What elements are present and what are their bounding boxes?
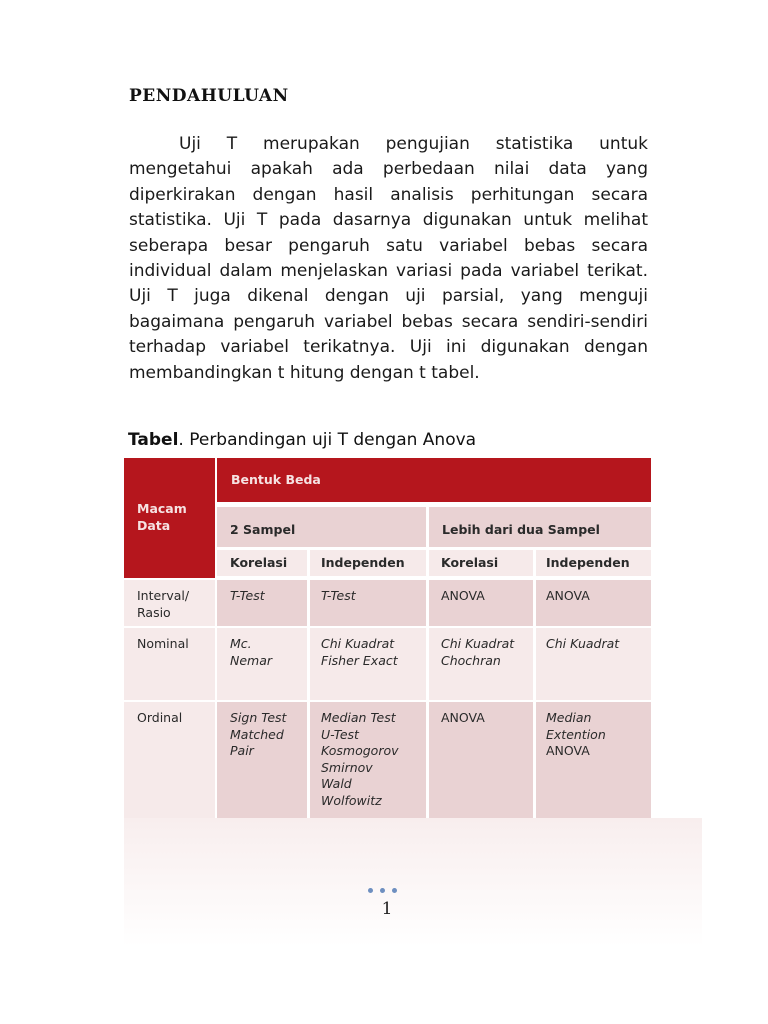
table-cell: Chi Kuadrat <box>536 628 651 700</box>
table-caption <box>128 430 476 450</box>
subheader-independen-2: Independen <box>536 550 651 576</box>
table-cell: Median Extention ANOVA <box>536 702 651 818</box>
caption-label: Tabel <box>128 430 179 450</box>
table-cell: ANOVA <box>536 580 651 626</box>
dot-icon <box>368 888 373 893</box>
table-cell: T-Test <box>217 580 307 626</box>
subheader-korelasi-1: Korelasi <box>217 550 307 576</box>
subheader-independen-1: Independen <box>310 550 426 576</box>
section-heading: PENDAHULUAN <box>129 86 289 106</box>
subheader-korelasi-2: Korelasi <box>429 550 533 576</box>
comparison-table <box>124 458 651 818</box>
row-label-ordinal: Ordinal <box>124 702 215 818</box>
page-number: 1 <box>381 899 393 919</box>
header-more-sample: Lebih dari dua Sampel <box>429 507 651 547</box>
dot-icon <box>380 888 385 893</box>
row-label-nominal: Nominal <box>124 628 215 700</box>
footer-background <box>124 818 702 946</box>
table-cell: Chi Kuadrat Chochran <box>429 628 533 700</box>
table-cell: Chi Kuadrat Fisher Exact <box>310 628 426 700</box>
body-paragraph: Uji T merupakan pengujian statistika untuk mengetahui apakah ada perbedaan nilai data yang diperkirakan dengan hasil analisis perhitungan secara statistika. Uji T pada dasarnya digunakan untuk melihat seberapa besar pengaruh satu variabel bebas secara individual dalam menjelaskan variasi pada variabel terikat. Uji T juga dikenal dengan uji parsial, yang menguji bagaimana pengaruh variabel bebas secara sendiri-sendiri terhadap variabel terikatnya. Uji ini digunakan dengan membandingkan t hitung dengan t tabel. <box>129 134 648 383</box>
header-bentuk-beda: Bentuk Beda <box>217 458 651 502</box>
dot-icon <box>392 888 397 893</box>
header-macam-data: Macam Data <box>124 458 215 578</box>
table-cell: Median Test U-Test Kosmogorov Smirnov Wald Wolfowitz <box>310 702 426 818</box>
table-cell: Mc. Nemar <box>217 628 307 700</box>
row-label-interval: Interval/ Rasio <box>124 580 215 626</box>
caption-text: . Perbandingan uji T dengan Anova <box>178 430 477 450</box>
table-cell: Sign Test Matched Pair <box>217 702 307 818</box>
table-cell: ANOVA <box>429 702 533 818</box>
header-two-sample: 2 Sampel <box>217 507 426 547</box>
page-dots <box>368 888 397 893</box>
table-cell: T-Test <box>310 580 426 626</box>
table-cell: ANOVA <box>429 580 533 626</box>
